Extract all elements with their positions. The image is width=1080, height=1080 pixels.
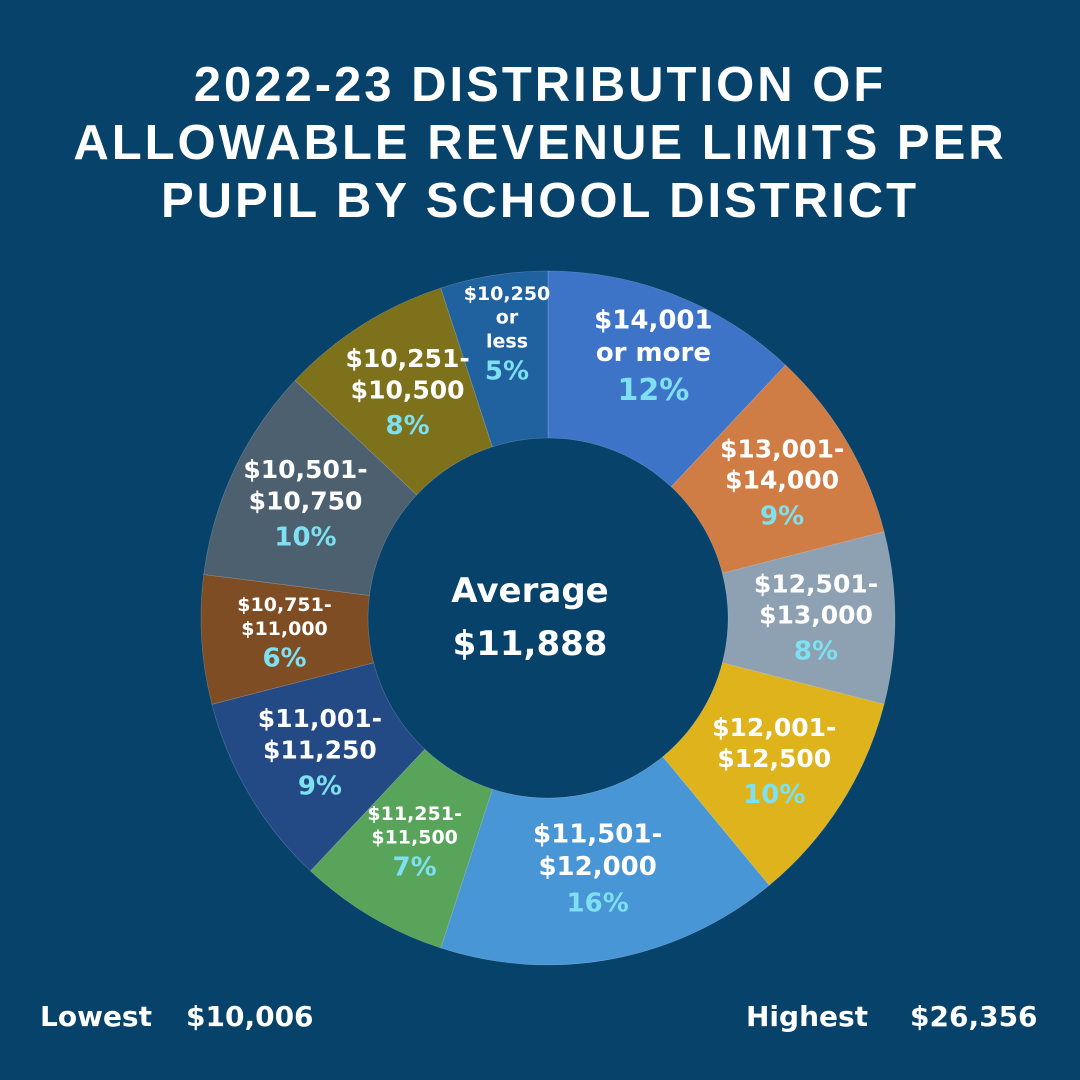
title-line: ALLOWABLE REVENUE LIMITS PER	[73, 116, 1007, 170]
slice-category-label: $14,000	[725, 465, 840, 495]
slice-category-label: $11,500	[371, 826, 458, 849]
slice-category-label: $12,001-	[712, 712, 837, 742]
slice-percent-label: 10%	[274, 522, 337, 553]
highest-label: Highest	[746, 1000, 869, 1033]
slice-category-label: $12,000	[538, 851, 657, 882]
title-line: PUPIL BY SCHOOL DISTRICT	[160, 174, 920, 228]
slice-percent-label: 6%	[262, 643, 307, 674]
slice-percent-label: 9%	[760, 501, 805, 532]
slice-percent-label: 8%	[385, 411, 430, 442]
slice-category-label: $13,000	[759, 600, 873, 630]
slice-category-label: less	[485, 330, 529, 353]
slice-percent-label: 5%	[484, 356, 530, 387]
slice-category-label: $10,751-	[237, 594, 332, 617]
lowest-value: $10,006	[186, 1000, 314, 1033]
slice-category-label: $10,501-	[243, 455, 368, 485]
slice-percent-label: 7%	[392, 852, 437, 883]
slice-category-label: $14,001	[594, 305, 713, 336]
slice-percent-label: 10%	[743, 780, 806, 811]
slice-category-label: $12,501-	[753, 569, 879, 599]
slice-category-label: $10,250	[463, 282, 551, 305]
slice-category-label: $11,501-	[533, 819, 663, 850]
slice-category-label: $11,000	[241, 617, 328, 640]
slice-category-label: $11,250	[262, 735, 377, 765]
slice-percent-label: 16%	[566, 888, 629, 919]
slice-category-label: $11,001-	[257, 704, 383, 734]
slice-category-label: or	[495, 306, 519, 329]
slice-percent-label: 12%	[617, 372, 690, 408]
center-average-label: Average	[451, 571, 609, 611]
slice-category-label: $10,500	[350, 375, 465, 405]
title-line: 2022-23 DISTRIBUTION OF	[193, 58, 887, 112]
slice-category-label: $12,500	[717, 744, 832, 774]
slice-category-label: $10,251-	[345, 344, 470, 374]
slice-category-label: $11,251-	[367, 802, 462, 825]
slice-percent-label: 9%	[297, 771, 342, 802]
slice-category-label: or more	[595, 337, 711, 368]
highest-value: $26,356	[910, 1000, 1038, 1033]
slice-category-label: $10,750	[248, 486, 363, 516]
center-average-value: $11,888	[452, 624, 608, 664]
slice-percent-label: 8%	[793, 636, 839, 667]
lowest-label: Lowest	[40, 1000, 152, 1033]
slice-category-label: $13,001-	[719, 434, 845, 464]
